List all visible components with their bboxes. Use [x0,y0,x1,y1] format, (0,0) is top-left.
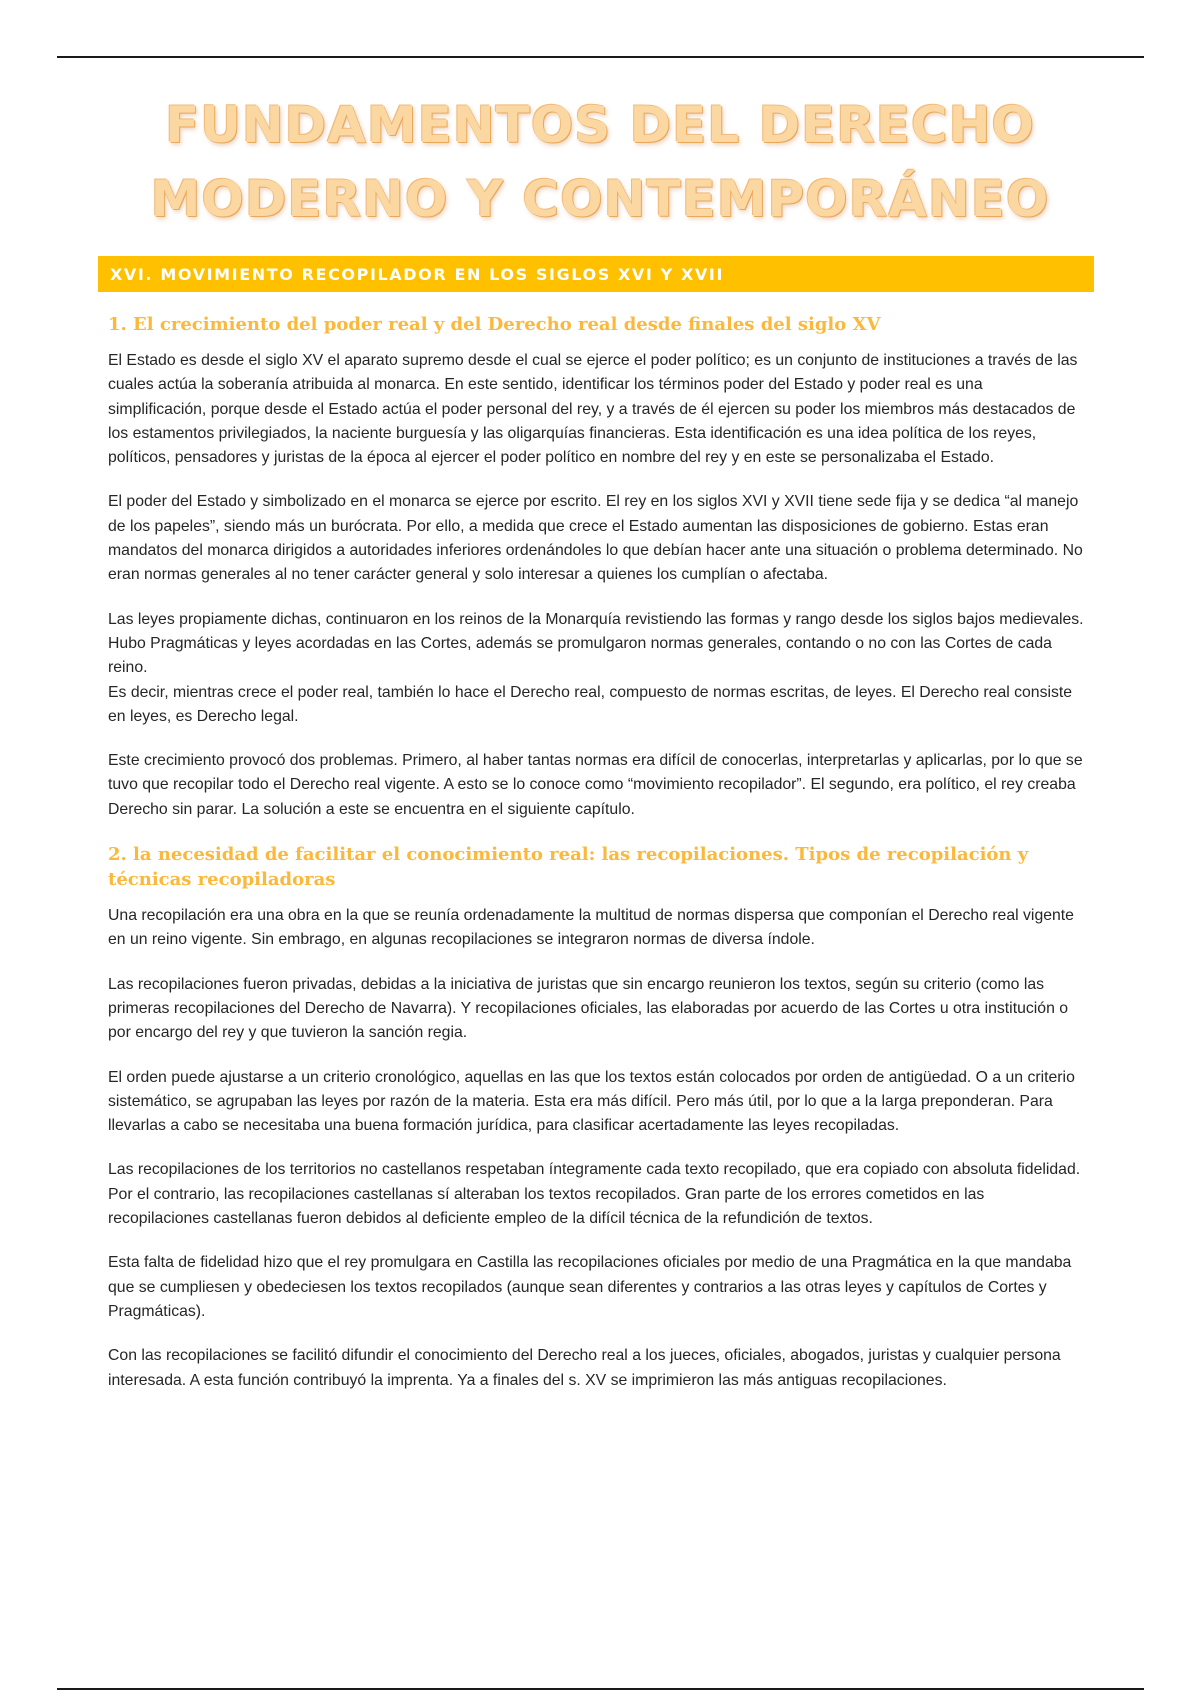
paragraph: El orden puede ajustarse a un criterio cronológico, aquellas en las que los textos están colocados por orden de antigüedad. O a un criterio sistemático, se agrupaban las leyes por razón de la materia. Esta era más difícil. Pero más útil, por lo que a la larga preponderan. Para llevarlas a cabo se necesitaba una buena formación jurídica, para clasificar acertadamente las leyes recopiladas. [108,1068,1075,1135]
document-title: FUNDAMENTOS DEL DERECHO MODERNO Y CONTEMPORÁNEO [150,96,1050,228]
top-rule [57,56,1144,58]
paragraph: Este crecimiento provocó dos problemas. Primero, al haber tantas normas era difícil de conocerlas, interpretarlas y aplicarlas, por lo que se tuvo que recopilar todo el Derecho real vigente. A esto se lo conoce como “movimiento recopilador”. El segundo, era político, el rey creaba Derecho sin parar. La solución a este se encuentra en el siguiente capítulo. [108,752,1083,818]
paragraph: El Estado es desde el siglo XV el aparato supremo desde el cual se ejerce el poder político; es un conjunto de instituciones a través de las cuales actúa la soberanía atribuida al monarca. En este sentido, identificar los términos poder del Estado y poder real es una simplificación, porque desde el Estado actúa el poder personal del rey, y a través de él ejercen su poder los miembros más destacados de los estamentos privilegiados, la naciente burguesía y las oligarquías financieras. Esta identificación es una idea política de los reyes, políticos, pensadores y juristas de la época al ejercer el poder político en nombre del rey y en este se personalizaba el Estado. [108,352,1078,467]
chapter-title: XVI. MOVIMIENTO RECOPILADOR EN LOS SIGLOS XVI Y XVII [110,264,725,284]
paragraph: Las recopilaciones de los territorios no castellanos respetaban íntegramente cada texto recopilado, que era copiado con absoluta fidelidad. Por el contrario, las recopilaciones castellanas sí alteraban los textos recopilados. Gran parte de los errores cometidos en las recopilaciones castellanas fueron debidos al deficiente empleo de la difícil técnica de la refundición de textos. [108,1161,1081,1228]
paragraph: Una recopilación era una obra en la que se reunía ordenadamente la multitud de normas dispersa que componían el Derecho real vigente en un reino vigente. Sin embrago, en algunas recopilaciones se integraron normas de diversa índole. [108,907,1074,949]
bottom-rule [57,1688,1144,1690]
chapter-banner [98,256,1094,292]
paragraph: Las leyes propiamente dichas, continuaron en los reinos de la Monarquía revistiendo las formas y rango desde los siglos bajos medievales. Hubo Pragmáticas y leyes acordadas en las Cortes, además se promulgaron normas generales, contando o no con las Cortes de cada reino. [108,610,1084,677]
document-body [108,312,1084,1413]
paragraph: Esta falta de fidelidad hizo que el rey promulgara en Castilla las recopilaciones oficiales por medio de una Pragmática en la que mandaba que se cumpliesen y obedeciesen los textos recopilados (aunque sean diferentes y contrarios a las otras leyes y capítulos de Cortes y Pragmáticas). [108,1254,1072,1320]
paragraph: El poder del Estado y simbolizado en el monarca se ejerce por escrito. El rey en los siglos XVI y XVII tiene sede fija y se dedica “al manejo de los papeles”, siendo más un burócrata. Por ello, a medida que crece el Estado aumentan las disposiciones de gobierno. Estas eran mandatos del monarca dirigidos a autoridades inferiores ordenándoles lo que debían hacer ante una situación o problema determinado. No eran normas generales al no tener carácter general y solo interesar a quienes los cumplían o afectaba. [108,493,1083,584]
paragraph: Con las recopilaciones se facilitó difundir el conocimiento del Derecho real a los jueces, oficiales, abogados, juristas y cualquier persona interesada. A esta función contribuyó la imprenta. Ya a finales del s. XV se imprimieron las más antiguas recopilaciones. [108,1347,1061,1389]
section-heading: 2. la necesidad de facilitar el conocimiento real: las recopilaciones. Tipos de recopilación y técnicas recopiladoras [108,844,1029,891]
section-heading: 1. El crecimiento del poder real y del Derecho real desde finales del siglo XV [108,314,881,335]
paragraph: Las recopilaciones fueron privadas, debidas a la iniciativa de juristas que sin encargo reunieron los textos, según su criterio (como las primeras recopilaciones del Derecho de Navarra). Y recopilaciones oficiales, las elaboradas por acuerdo de las Cortes u otra institución o por encargo del rey y que tuvieron la sanción regia. [108,975,1069,1042]
paragraph: Es decir, mientras crece el poder real, también lo hace el Derecho real, compuesto de normas escritas, de leyes. El Derecho real consiste en leyes, es Derecho legal. [108,683,1073,725]
